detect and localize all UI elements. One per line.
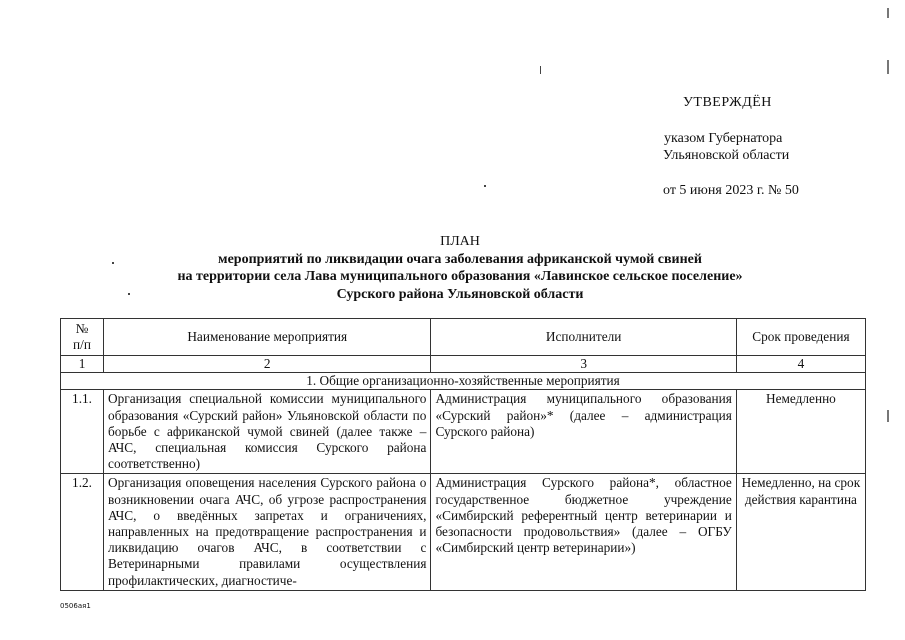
title-line-3: на территории села Лава муниципального образования «Лавинское сельское поселение» [177,269,743,284]
header-executors: Исполнители [431,319,736,356]
title-line-2: мероприятий по ликвидации очага заболевания африканской чумой свиней [218,251,702,267]
title-plan: ПЛАН [440,234,480,249]
section-title: 1. Общие организационно-хозяйственные мероприятия [61,373,866,390]
column-number: 2 [104,356,431,373]
column-number: 4 [736,356,865,373]
row-activity: Организация оповещения населения Сурского района о возникновении очага АЧС, об угрозе распространения АЧС, о введённых запретах и ограничениях, направленных на предотвращение распространения и ликвидацию очагов АЧС, в соответствии с Ветеринарными правилами осуществления профилактических, диагностиче- [104,474,431,590]
row-executors: Администрация Сурского района*, областное государственное бюджетное учреждение «Симбирский референтный центр ветеринарии и безопасности продовольствия» (далее – ОГБУ «Симбирский центр ветеринарии») [431,474,736,590]
column-number: 3 [431,356,736,373]
column-number: 1 [61,356,104,373]
row-number: 1.2. [61,474,104,590]
scan-speck [112,262,114,264]
header-term: Срок проведения [736,319,865,356]
title-line-4: Сурского района Ульяновской области [336,286,584,302]
approval-line-date: от 5 июня 2023 г. № 50 [663,183,799,198]
table-row [61,390,866,474]
section-row [61,373,866,390]
document-title [110,233,810,303]
row-term: Немедленно, на срок действия карантина [736,474,865,590]
footer-code: 0506ая1 [60,602,91,610]
header-number: № п/п [61,319,104,356]
row-executors: Администрация муниципального образования «Сурский район»* (далее – администрация Сурского района) [431,390,736,474]
column-number-row [61,356,866,373]
row-term: Немедленно [736,390,865,474]
scan-speck [484,185,486,187]
header-activity: Наименование мероприятия [104,319,431,356]
plan-table [60,318,866,591]
scan-edge-mark [887,410,889,422]
row-number: 1.1. [61,390,104,474]
scan-edge-mark [887,60,889,74]
approval-line-region: Ульяновской области [663,148,790,163]
table-row [61,474,866,590]
scan-speck [540,66,541,74]
row-activity: Организация специальной комиссии муниципального образования «Сурский район» Ульяновской области по борьбе с африканской чумой свиней (далее также – АЧС, специальная комиссия Сурского района соответственно) [104,390,431,474]
scan-edge-mark [887,8,889,18]
table-header-row [61,319,866,356]
approval-heading: УТВЕРЖДЁН [683,95,772,110]
scan-speck [128,293,130,295]
approval-line-decree: указом Губернатора [664,131,783,146]
